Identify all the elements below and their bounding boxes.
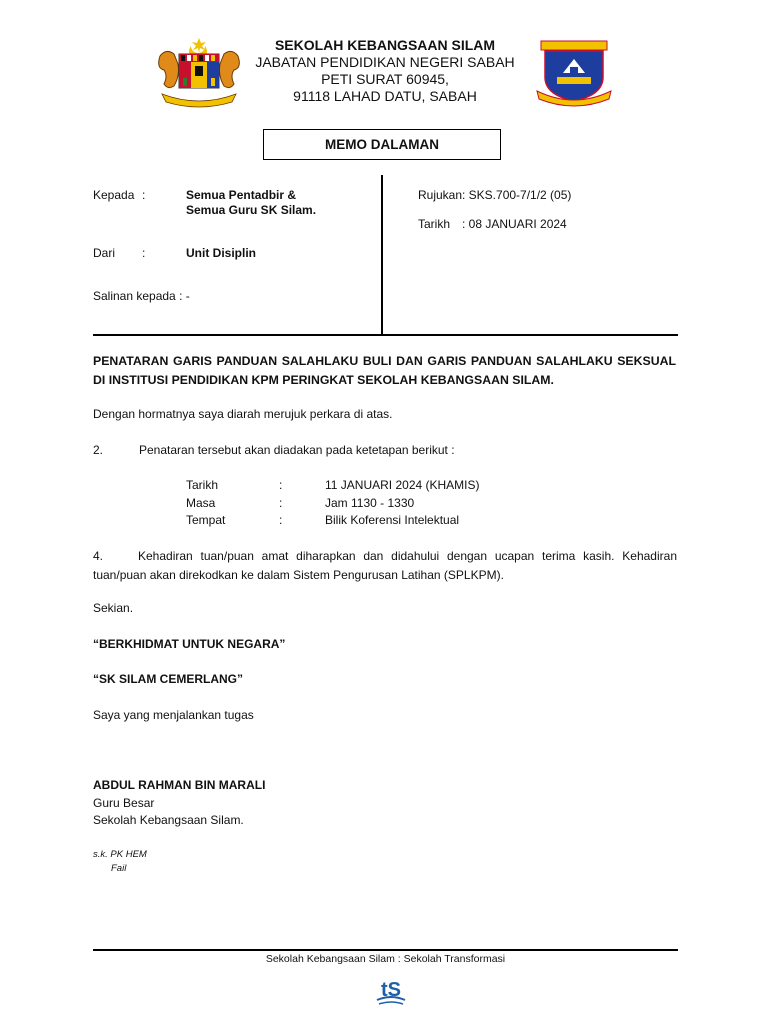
opening-line: Dengan hormatnya saya diarah merujuk perkara di atas. [93, 407, 393, 421]
detail-venue-label: Tempat [186, 513, 226, 527]
ref-value: : SKS.700-7/1/2 (05) [462, 188, 572, 202]
ref-label: Rujukan [418, 188, 463, 202]
detail-time-value: Jam 1130 - 1330 [325, 496, 415, 510]
address: 91118 LAHAD DATU, SABAH [293, 88, 477, 104]
detail-venue-value: Bilik Koferensi Intelektual [325, 513, 460, 527]
signatory-name: ABDUL RAHMAN BIN MARALI [93, 778, 266, 792]
signatory-school: Sekolah Kebangsaan Silam. [93, 813, 244, 827]
to-value-line2: Semua Guru SK Silam. [186, 203, 317, 217]
from-value: Unit Disiplin [186, 246, 256, 260]
to-colon: : [142, 188, 146, 202]
duty-line: Saya yang menjalankan tugas [93, 708, 254, 722]
header-divider [93, 334, 678, 336]
memo-title: MEMO DALAMAN [263, 129, 501, 160]
paragraph-2-text: Penataran tersebut akan diadakan pada ketetapan berikut : [139, 443, 455, 457]
closing-line: Sekian. [93, 601, 134, 615]
department-name: JABATAN PENDIDIKAN NEGERI SABAH [255, 54, 515, 70]
slogan-2: “SK SILAM CEMERLANG” [93, 672, 243, 686]
from-colon: : [142, 246, 146, 260]
paragraph-2-number: 2. [93, 443, 104, 457]
lahad-datu-emblem-icon [533, 37, 615, 107]
svg-text:tS: tS [381, 979, 401, 1001]
detail-venue-sep: : [279, 513, 283, 527]
po-box: PETI SURAT 60945, [321, 71, 449, 87]
from-label: Dari [93, 246, 116, 260]
detail-time-sep: : [279, 496, 283, 510]
date-value: : 08 JANUARI 2024 [462, 217, 567, 231]
footer-text: Sekolah Kebangsaan Silam : Sekolah Transformasi [265, 953, 506, 965]
detail-date-label: Tarikh [186, 478, 219, 492]
paragraph-4 [93, 547, 677, 585]
address-divider [381, 175, 383, 335]
cc-list-line1: s.k. PK HEM [93, 849, 147, 860]
detail-date-value: 11 JANUARI 2024 (KHAMIS) [325, 478, 480, 492]
to-label: Kepada [93, 188, 135, 202]
school-name: SEKOLAH KEBANGSAAN SILAM [274, 37, 496, 53]
cc-label: Salinan kepada : - [93, 289, 190, 303]
footer-divider [93, 949, 678, 951]
detail-date-sep: : [279, 478, 283, 492]
to-value-line1: Semua Pentadbir & [186, 188, 297, 202]
paragraph-4-number: 4. [93, 549, 104, 563]
ts-transformasi-logo-icon [373, 973, 409, 1007]
date-label: Tarikh [418, 217, 451, 231]
paragraph-4-text: Kehadiran tuan/puan amat diharapkan dan didahului dengan ucapan terima kasih. Kehadiran tuan/puan akan direkodkan ke dalam Sistem Pengurusan Latihan (SPLKPM). [93, 549, 677, 582]
slogan-1: “BERKHIDMAT UNTUK NEGARA” [93, 637, 286, 651]
cc-list-line2: Fail [111, 863, 127, 874]
detail-time-label: Masa [186, 496, 216, 510]
memo-subject: PENATARAN GARIS PANDUAN SALAHLAKU BULI DAN GARIS PANDUAN SALAHLAKU SEKSUAL DI INSTITUSI PENDIDIKAN KPM PERINGKAT SEKOLAH KEBANGSAAN SILAM. [93, 354, 676, 387]
signatory-title: Guru Besar [93, 796, 155, 810]
